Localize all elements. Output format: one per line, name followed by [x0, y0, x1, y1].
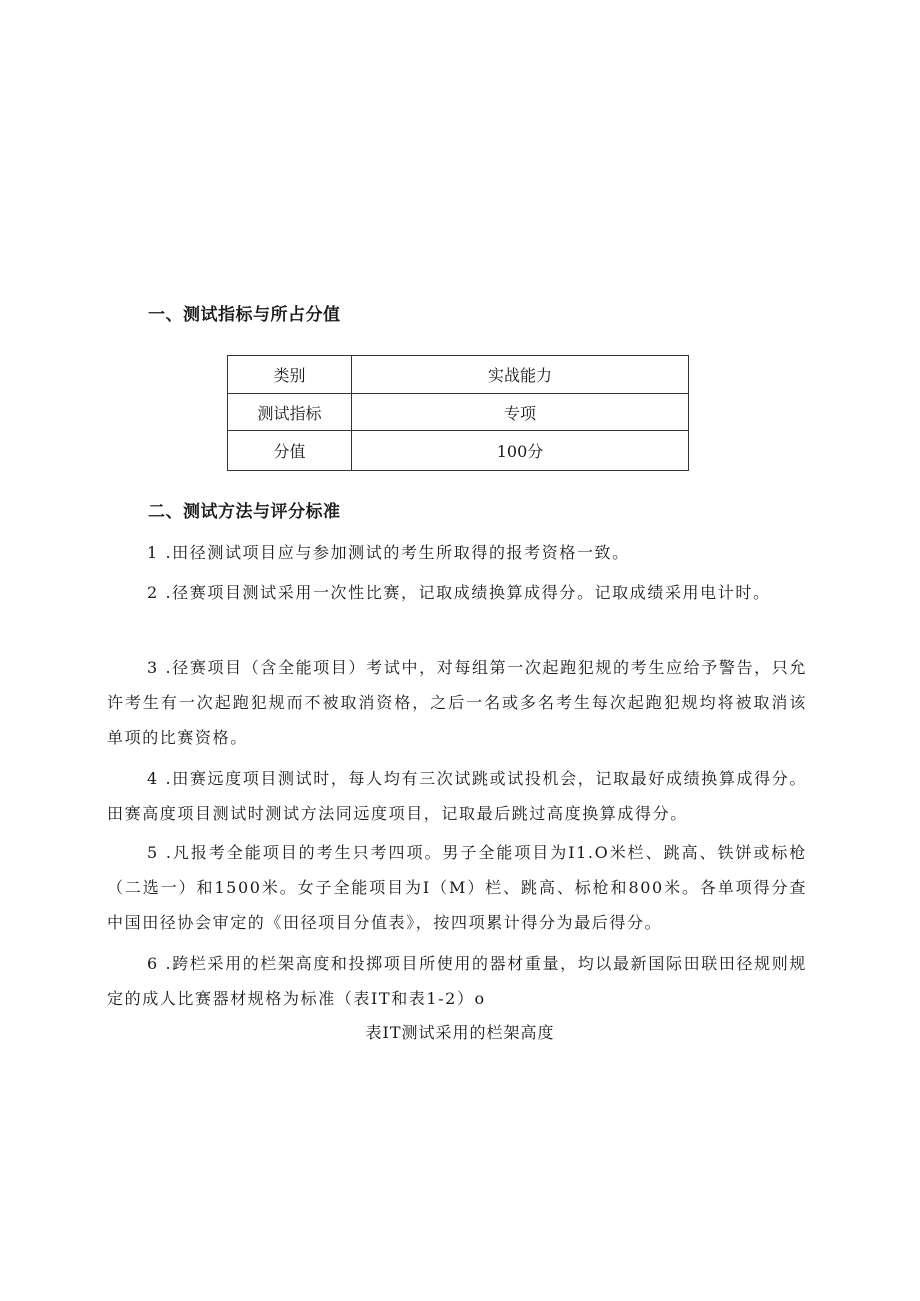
table-cell-label: 类别 [228, 356, 352, 394]
table-row [228, 431, 689, 471]
score-table [227, 355, 689, 471]
paragraph-rule-6: 6 .跨栏采用的栏架高度和投掷项目所使用的器材重量，均以最新国际田联田径规则规定的成人比赛器材规格为标准（表IT和表1-2）o [107, 954, 807, 1008]
paragraph-rule-5: 5 .凡报考全能项目的考生只考四项。男子全能项目为I1.O米栏、跳高、铁饼或标枪（二选一）和1500米。女子全能项目为I（M）栏、跳高、标枪和800米。各单项得分查中国田径协会审定的《田径项目分值表》，按四项累计得分为最后得分。 [107, 843, 807, 932]
table-row [228, 356, 689, 394]
section-heading-methods: 二、测试方法与评分标准 [148, 502, 341, 522]
paragraph-rule-3: 3 .径赛项目（含全能项目）考试中，对每组第一次起跑犯规的考生应给予警告，只允许考生有一次起跑犯规而不被取消资格，之后一名或多名考生每次起跑犯规均将被取消该单项的比赛资格。 [107, 658, 807, 747]
table-cell-label: 分值 [228, 431, 352, 471]
table-cell-value: 专项 [352, 394, 689, 431]
table-cell-value: 实战能力 [352, 356, 689, 394]
paragraph-rule-2: 2 .径赛项目测试采用一次性比赛，记取成绩换算成得分。记取成绩采用电计时。 [147, 583, 771, 602]
table-cell-label: 测试指标 [228, 394, 352, 431]
table-caption: 表IT测试采用的栏架高度 [365, 1023, 555, 1042]
paragraph-rule-4: 4 .田赛远度项目测试时，每人均有三次试跳或试投机会，记取最好成绩换算成得分。田赛高度项目测试时测试方法同远度项目，记取最后跳过高度换算成得分。 [107, 769, 807, 823]
section-heading-indicators: 一、测试指标与所占分值 [148, 305, 341, 325]
table-row [228, 394, 689, 431]
paragraph-rule-1: 1 .田径测试项目应与参加测试的考生所取得的报考资格一致。 [147, 543, 630, 562]
table-cell-value: 100分 [352, 431, 689, 471]
